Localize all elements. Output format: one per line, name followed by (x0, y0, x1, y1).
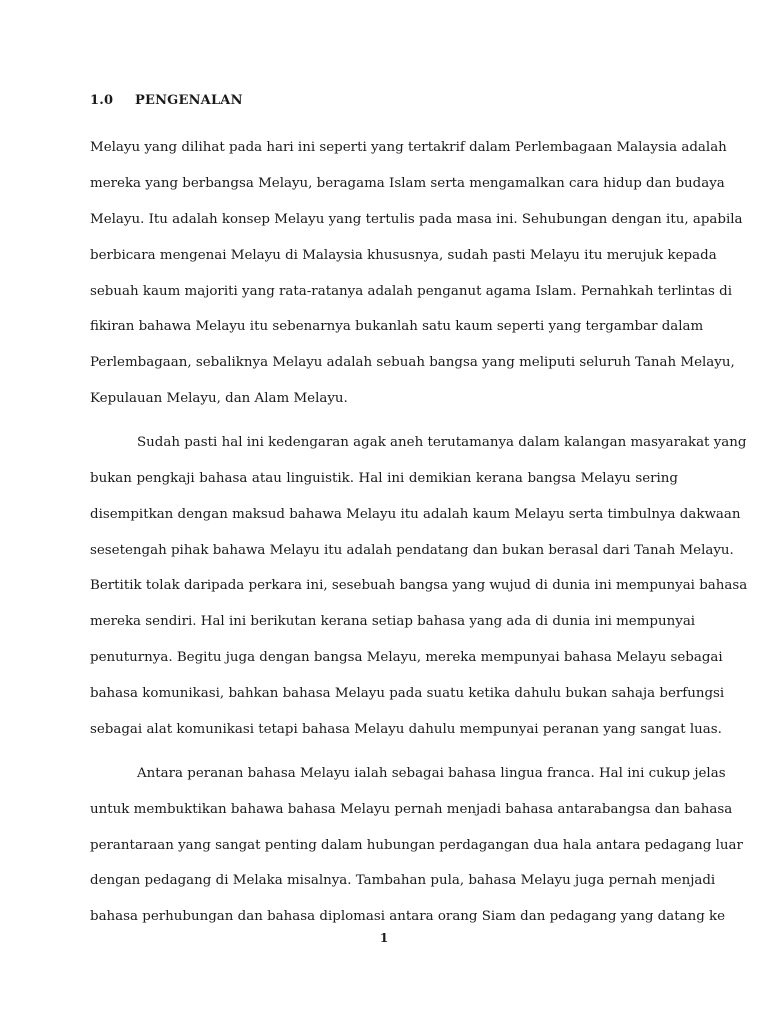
paragraph-line: dengan pedagang di Melaka misalnya. Tambahan pula, bahasa Melayu juga pernah menjadi (90, 873, 716, 888)
page-number: 1 (379, 931, 389, 945)
paragraph-line: sebuah kaum majoriti yang rata-ratanya adalah penganut agama Islam. Pernahkah terlintas di (90, 284, 733, 299)
paragraph-line: Bertitik tolak daripada perkara ini, sesebuah bangsa yang wujud di dunia ini mempunyai bahasa (90, 578, 748, 593)
paragraph-line: bahasa perhubungan dan bahasa diplomasi antara orang Siam dan pedagang yang datang ke (90, 909, 726, 924)
paragraph-line: sebagai alat komunikasi tetapi bahasa Melayu dahulu mempunyai peranan yang sangat luas. (90, 722, 722, 737)
paragraph-line: Kepulauan Melayu, dan Alam Melayu. (90, 391, 348, 406)
paragraph-line: penuturnya. Begitu juga dengan bangsa Melayu, mereka mempunyai bahasa Melayu sebagai (90, 650, 723, 665)
paragraph-line: mereka yang berbangsa Melayu, beragama Islam serta mengamalkan cara hidup dan budaya (90, 176, 725, 191)
paragraph-line: Antara peranan bahasa Melayu ialah sebagai bahasa lingua franca. Hal ini cukup jelas (137, 766, 726, 781)
paragraph-line: Perlembagaan, sebaliknya Melayu adalah sebuah bangsa yang meliputi seluruh Tanah Melayu, (90, 355, 735, 370)
paragraph-line: fikiran bahawa Melayu itu sebenarnya bukanlah satu kaum seperti yang tergambar dalam (90, 319, 704, 334)
section-title: PENGENALAN (135, 93, 243, 108)
paragraph-line: Melayu. Itu adalah konsep Melayu yang tertulis pada masa ini. Sehubungan dengan itu, apabila (90, 212, 743, 227)
paragraph-line: berbicara mengenai Melayu di Malaysia khususnya, sudah pasti Melayu itu merujuk kepada (90, 248, 717, 263)
paragraph-line: disempitkan dengan maksud bahawa Melayu itu adalah kaum Melayu serta timbulnya dakwaan (90, 507, 741, 522)
paragraph-line: mereka sendiri. Hal ini berikutan kerana setiap bahasa yang ada di dunia ini mempunyai (90, 614, 696, 629)
paragraph-line: perantaraan yang sangat penting dalam hubungan perdagangan dua hala antara pedagang luar (90, 838, 743, 853)
paragraph-line: untuk membuktikan bahawa bahasa Melayu pernah menjadi bahasa antarabangsa dan bahasa (90, 802, 733, 817)
paragraph-line: bukan pengkaji bahasa atau linguistik. Hal ini demikian kerana bangsa Melayu sering (90, 471, 678, 486)
section-number: 1.0 (90, 93, 114, 108)
paragraph-line: sesetengah pihak bahawa Melayu itu adalah pendatang dan bukan berasal dari Tanah Melayu. (90, 543, 734, 558)
paragraph-line: bahasa komunikasi, bahkan bahasa Melayu pada suatu ketika dahulu bukan sahaja berfungsi (90, 686, 725, 701)
paragraph-line: Sudah pasti hal ini kedengaran agak aneh terutamanya dalam kalangan masyarakat yang (137, 435, 747, 450)
section-heading (90, 93, 243, 108)
paragraph-line: Melayu yang dilihat pada hari ini seperti yang tertakrif dalam Perlembagaan Malaysia adalah (90, 140, 727, 155)
